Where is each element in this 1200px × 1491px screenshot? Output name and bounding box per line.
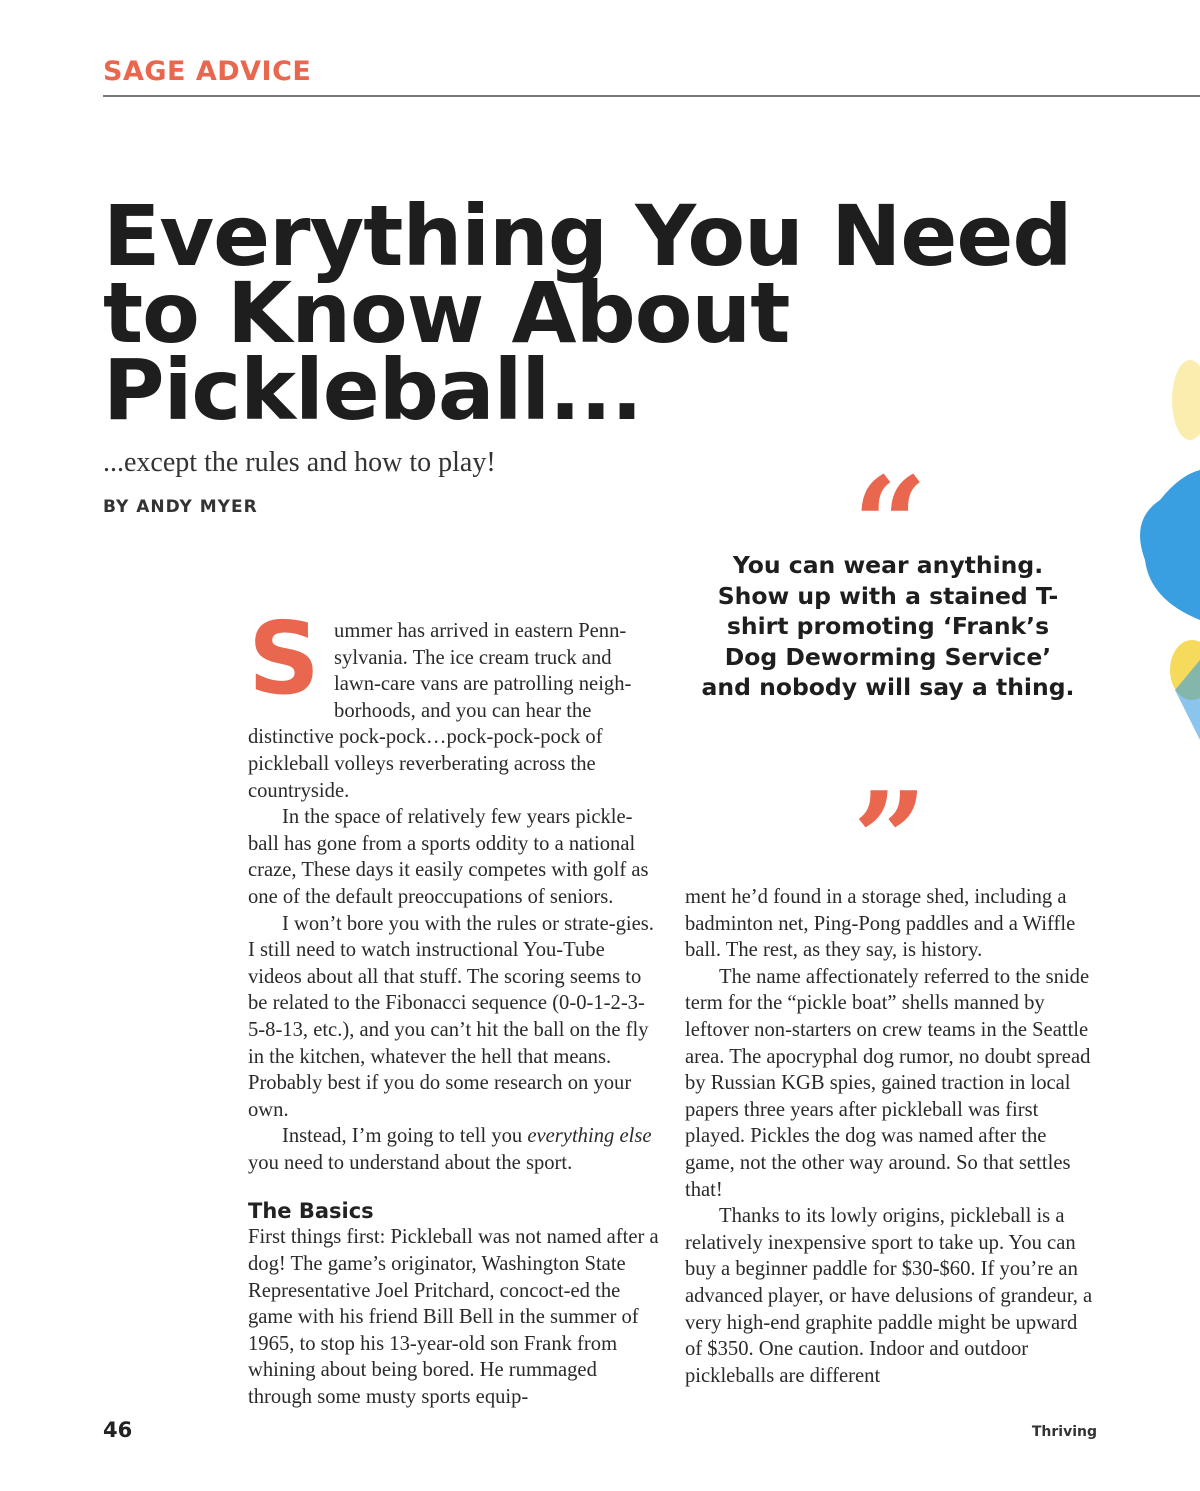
article-deck: ...except the rules and how to play! — [103, 447, 496, 478]
paragraph-intro — [248, 600, 660, 804]
page-number: 46 — [103, 1418, 133, 1442]
close-quote-mark: ” — [852, 763, 928, 916]
paragraph: First things first: Pickleball was not named after a dog! The game’s originator, Washington State Representative Joel Pritchard, concoct-ed the game with his friend Bill Bell in the summer of 1965, to stop his 13-year-old son Frank from whining about being bored. He rummaged through some musty sports equip- — [248, 1226, 659, 1409]
paragraph: I won’t bore you with the rules or strate-gies. I still need to watch instructional You-Tube videos about all that stuff. The scoring seems to be related to the Fibonacci sequence (0-0-1-2-3-5-8-13, etc.), and you can’t hit the ball on the fly in the kitchen, whatever the hell that means. Probably best if you do some research on your own. — [248, 912, 654, 1121]
open-quote-mark: “ — [852, 448, 928, 601]
paragraph-text: Instead, I’m going to tell you — [282, 1125, 528, 1148]
subhead-the-basics: The Basics — [248, 1199, 374, 1224]
pull-quote: You can wear anything. Show up with a stained T-shirt promoting ‘Frank’s Dog Deworming Service’ and nobody will say a thing. — [701, 551, 1075, 701]
drop-cap: S — [248, 600, 321, 717]
article-byline: BY ANDY MYER — [103, 497, 258, 517]
paragraph: The name affectionately referred to the snide term for the “pickle boat” shells manned by leftover non-starters on crew teams in the Seattle area. The apocryphal dog rumor, no doubt spread by Russian KGB spies, gained traction in local papers three years after pickleball was first played. Pickles the dog was named after the game, not the other way around. So that settles that! — [685, 965, 1091, 1201]
right-column — [685, 884, 1095, 1389]
emphasis-text: everything — [527, 1125, 615, 1148]
magazine-name: Thriving — [1031, 1424, 1097, 1440]
paragraph-text: ummer has arrived in eastern Penn-sylvania. The ice cream truck and lawn-care vans are patrolling neigh-borhoods, and you can hear the distinctive pock-pock…pock-pock-pock of pickleball volleys reverberating across the countryside. — [248, 620, 632, 802]
left-column — [248, 600, 660, 1411]
paragraph: ment he’d found in a storage shed, including a badminton net, Ping-Pong paddles and a Wiffle ball. The rest, as they say, is history. — [685, 886, 1076, 962]
article-title: Everything You Need to Know About Pickleball... — [103, 187, 1072, 439]
paragraph: In the space of relatively few years pickle-ball has gone from a sports oddity to a national craze, These days it easily competes with golf as one of the default preoccupations of seniors. — [248, 806, 649, 908]
paragraph: Thanks to its lowly origins, pickleball is a relatively inexpensive sport to take up. You can buy a beginner paddle for $30-$60. If you’re an advanced player, or have delusions of grandeur, a very high-end graphite paddle might be upward of $350. One caution. Indoor and outdoor pickleballs are different — [685, 1205, 1093, 1387]
paragraph — [248, 1123, 660, 1176]
section-divider — [103, 95, 1200, 97]
emphasis-text: else — [619, 1125, 652, 1148]
paint-splash-illustration — [1120, 360, 1200, 760]
paragraph-text: you need to understand about the sport. — [248, 1151, 573, 1174]
section-label: SAGE ADVICE — [103, 56, 312, 87]
